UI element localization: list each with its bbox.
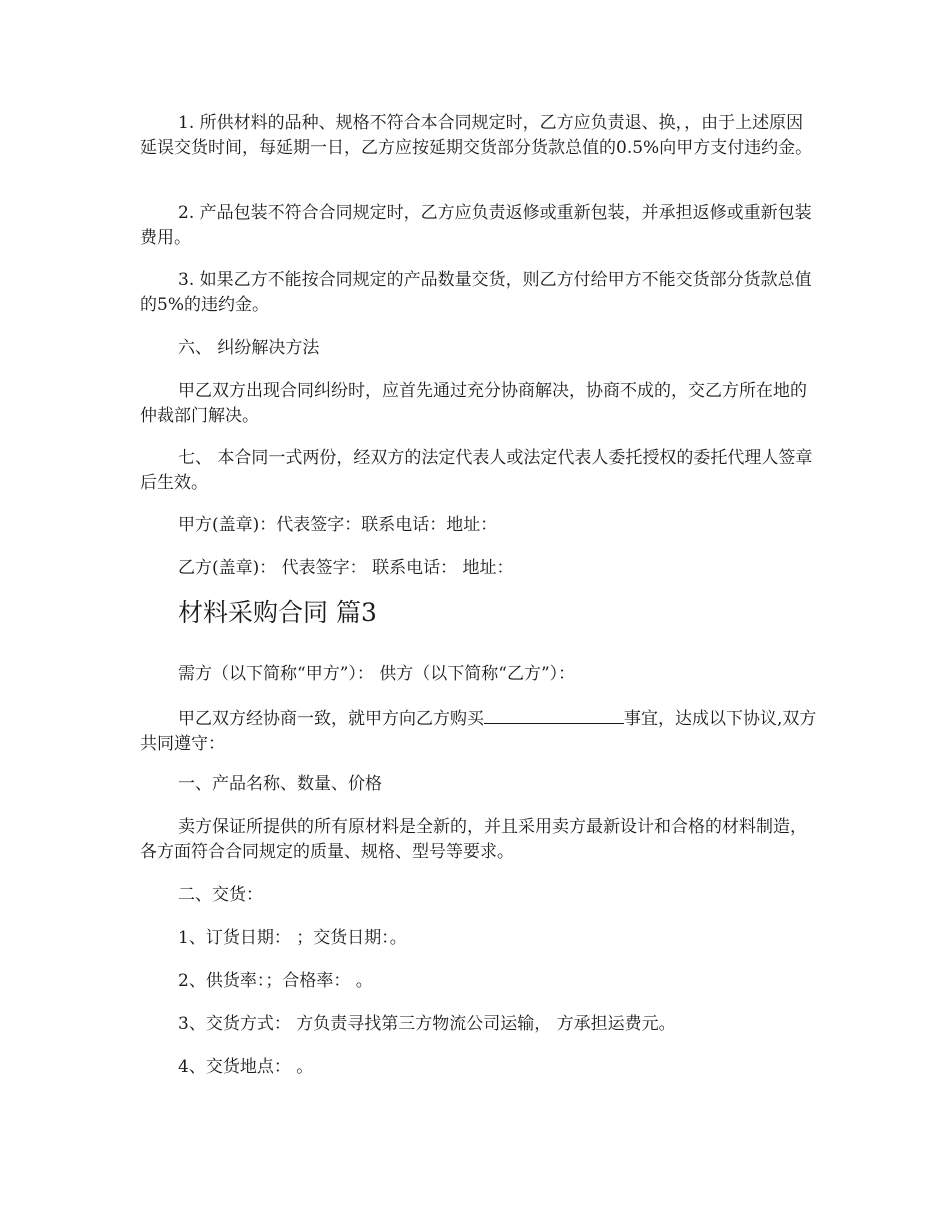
delivery-item-4: 4、交货地点： 。 bbox=[178, 1057, 314, 1077]
intro-text-b: 事宜，达成以下协议,双方共同遵守： bbox=[140, 709, 817, 754]
purchase-item-blank bbox=[484, 705, 624, 724]
dispute-paragraph: 甲乙双方出现合同纠纷时，应首先通过充分协商解决，协商不成的，交乙方所在地的仲裁部门解决。 bbox=[140, 381, 807, 426]
delivery-item-3: 3、交货方式： 方负责寻找第三方物流公司运输， 方承担运费元。 bbox=[178, 1014, 676, 1034]
delivery-item-1: 1、订货日期： ；交货日期：。 bbox=[178, 928, 407, 948]
section-6-heading: 六、 纠纷解决方法 bbox=[178, 338, 320, 358]
section-2-heading: 二、交货： bbox=[178, 885, 263, 905]
parties-line: 需方（以下简称“甲方”）： 供方（以下简称“乙方”）： bbox=[178, 664, 576, 684]
party-a-signature-line: 甲方(盖章)：代表签字：联系电话：地址： bbox=[178, 515, 498, 535]
section-1-heading: 一、产品名称、数量、价格 bbox=[178, 774, 382, 794]
quality-paragraph: 卖方保证所提供的所有原材料是全新的，并且采用卖方最新设计和合格的材料制造，各方面符合合同规定的质量、规格、型号等要求。 bbox=[140, 817, 807, 862]
clause-2-paragraph: 2. 产品包装不符合合同规定时，乙方应负责返修或重新包装，并承担返修或重新包装费用。 bbox=[140, 203, 812, 248]
intro-text-a: 甲乙双方经协商一致，就甲方向乙方购买 bbox=[178, 709, 484, 729]
party-b-signature-line: 乙方(盖章)： 代表签字： 联系电话： 地址： bbox=[178, 558, 514, 578]
clause-1-paragraph: 1. 所供材料的品种、规格不符合本合同规定时，乙方应负责退、换，，由于上述原因延误交货时间，每延期一日，乙方应按延期交货部分货款总值的0.5%向甲方支付违约金。 bbox=[140, 113, 813, 158]
clause-3-paragraph: 3. 如果乙方不能按合同规定的产品数量交货，则乙方付给甲方不能交货部分货款总值的5%的违约金。 bbox=[140, 270, 812, 315]
delivery-item-2: 2、供货率：；合格率： 。 bbox=[178, 971, 373, 991]
section-7-paragraph: 七、 本合同一式两份，经双方的法定代表人或法定代表人委托授权的委托代理人签章后生效。 bbox=[140, 448, 813, 493]
contract-title: 材料采购合同 篇3 bbox=[178, 598, 377, 627]
intro-paragraph bbox=[140, 705, 820, 757]
